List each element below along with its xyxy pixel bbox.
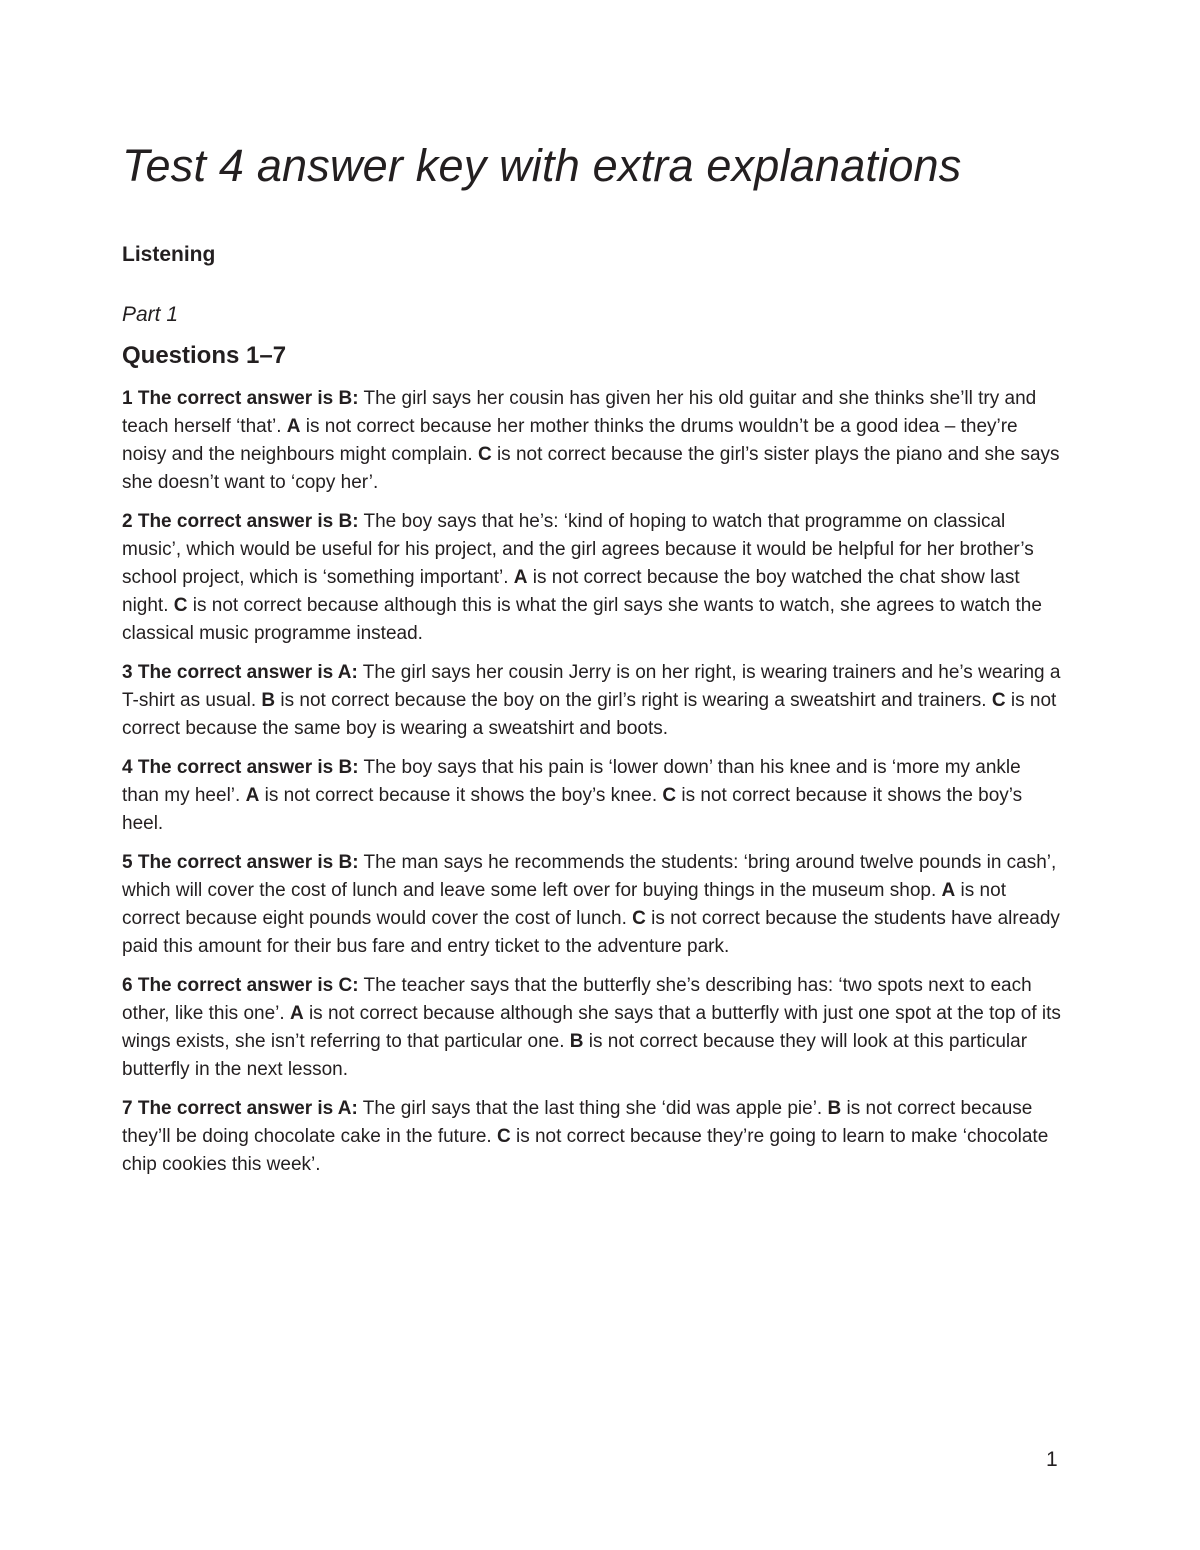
part-label: Part 1 xyxy=(122,303,179,326)
answer-text: The girl says her cousin has given her his old guitar and she thinks she’ll try and teach herself ‘that’. xyxy=(122,388,1037,437)
answer-lead: 5 The correct answer is B: xyxy=(122,852,359,873)
answer-lead: 7 The correct answer is A: xyxy=(122,1098,358,1119)
answer-item xyxy=(122,1095,1062,1179)
answer-lead: 2 The correct answer is B: xyxy=(122,511,359,532)
answer-text: is not correct because the students have already paid this amount for their bus fare and entry ticket to the adventure park. xyxy=(122,908,1060,957)
option-letter: B xyxy=(827,1098,842,1119)
answer-text: is not correct because it shows the boy’s knee. xyxy=(259,785,663,806)
answer-list xyxy=(122,385,1062,1190)
answer-text: is not correct because although she says that a butterfly with just one spot at the top of its wings exists, she isn’t referring to that particular one. xyxy=(122,1003,1061,1052)
page-title: Test 4 answer key with extra explanations xyxy=(122,140,962,191)
answer-text: The girl says that the last thing she ‘did was apple pie’. xyxy=(357,1098,828,1119)
answer-lead: 1 The correct answer is B: xyxy=(122,388,359,409)
option-letter: C xyxy=(173,595,188,616)
answer-text: is not correct because the boy on the girl’s right is wearing a sweatshirt and trainers. xyxy=(275,690,992,711)
answer-item xyxy=(122,659,1062,743)
answer-lead: 3 The correct answer is A: xyxy=(122,662,358,683)
questions-heading: Questions 1–7 xyxy=(122,342,287,369)
option-letter: B xyxy=(569,1031,584,1052)
page-number: 1 xyxy=(1046,1448,1058,1471)
answer-lead: 4 The correct answer is B: xyxy=(122,757,359,778)
answer-text: The teacher says that the butterfly she’s describing has: ‘two spots next to each other, like this one’. xyxy=(122,975,1032,1024)
answer-text: is not correct because the girl’s sister plays the piano and she says she doesn’t want to ‘copy her’. xyxy=(122,444,1060,493)
answer-text: is not correct because they’re going to learn to make ‘chocolate chip cookies this week’. xyxy=(122,1126,1049,1175)
option-letter: C xyxy=(496,1126,511,1147)
answer-item xyxy=(122,385,1062,497)
option-letter: A xyxy=(941,880,956,901)
option-letter: C xyxy=(477,444,492,465)
option-letter: C xyxy=(662,785,677,806)
answer-text: The boy says that he’s: ‘kind of hoping to watch that programme on classical music’, which would be useful for his project, and the girl agrees because it would be helpful for her brother’s school project, which is ‘something important’. xyxy=(122,511,1034,588)
option-letter: A xyxy=(513,567,528,588)
answer-text: is not correct because the same boy is wearing a sweatshirt and boots. xyxy=(122,690,1057,739)
answer-item xyxy=(122,849,1062,961)
answer-text: The man says he recommends the students: ‘bring around twelve pounds in cash’, which will cover the cost of lunch and leave some left over for buying things in the museum shop. xyxy=(122,852,1057,901)
answer-item xyxy=(122,508,1062,648)
answer-text: is not correct because they’ll be doing chocolate cake in the future. xyxy=(122,1098,1033,1147)
answer-text: is not correct because although this is what the girl says she wants to watch, she agrees to watch the classical music programme instead. xyxy=(122,595,1042,644)
option-letter: C xyxy=(991,690,1006,711)
answer-item xyxy=(122,972,1062,1084)
answer-text: is not correct because eight pounds would cover the cost of lunch. xyxy=(122,880,1006,929)
answer-lead: 6 The correct answer is C: xyxy=(122,975,359,996)
option-letter: B xyxy=(261,690,276,711)
answer-text: is not correct because they will look at this particular butterfly in the next lesson. xyxy=(122,1031,1028,1080)
answer-item xyxy=(122,754,1062,838)
answer-text: is not correct because the boy watched the chat show last night. xyxy=(122,567,1020,616)
option-letter: A xyxy=(289,1003,304,1024)
answer-text: The girl says her cousin Jerry is on her right, is wearing trainers and he’s wearing a T-shirt as usual. xyxy=(122,662,1061,711)
option-letter: C xyxy=(632,908,646,929)
option-letter: A xyxy=(245,785,260,806)
answer-text: is not correct because her mother thinks the drums wouldn’t be a good idea – they’re noisy and the neighbours might complain. xyxy=(122,416,1018,465)
section-heading: Listening xyxy=(122,243,216,266)
answer-text: The boy says that his pain is ‘lower down’ than his knee and is ‘more my ankle than my heel’. xyxy=(122,757,1021,806)
option-letter: A xyxy=(286,416,301,437)
answer-text: is not correct because it shows the boy’s heel. xyxy=(122,785,1023,834)
